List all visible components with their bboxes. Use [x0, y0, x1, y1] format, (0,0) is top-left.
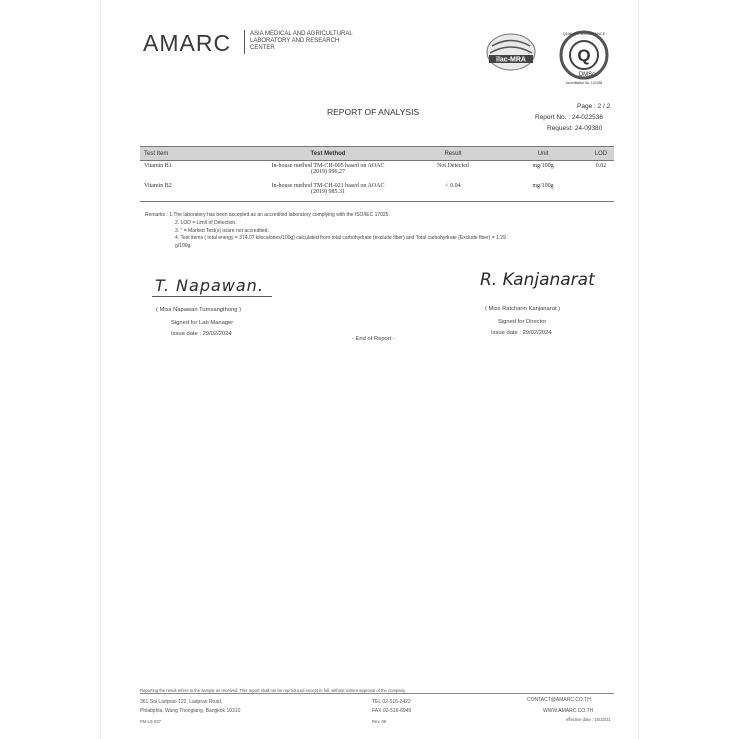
footer-divider — [140, 693, 614, 694]
request-number: Request: 24-09380 — [547, 125, 603, 132]
footer-fax: FAX 02-516-6949 — [372, 708, 412, 714]
left-signature: T. Napawan. — [155, 276, 264, 295]
left-signer-name: ( Miss Napawan Tumsangthong ) — [156, 307, 242, 313]
accreditation-number: Accreditation No. 1124/58 — [565, 81, 603, 85]
cell-lod — [588, 181, 614, 202]
remark-line-2: 2. LOD = Limit of Detection. — [175, 219, 237, 226]
ilac-mra-logo — [482, 33, 540, 73]
footer-revision: Rev. 06 — [372, 719, 387, 724]
certificate-ring-text: QUALITY ASSURANCE — [562, 31, 606, 36]
cell-result: Not Detected — [437, 163, 469, 169]
col-test-method: Test Method — [248, 147, 408, 161]
col-lod: LOD — [588, 147, 614, 161]
dmsc-certificate-logo — [553, 27, 615, 85]
method-line-2: (2019) 996.27 — [311, 169, 345, 175]
remarks-block — [145, 212, 506, 251]
table-header-row — [140, 147, 614, 161]
right-signature: R. Kanjanarat — [480, 270, 595, 290]
footer-website: WWW.AMARC.CO.TH — [543, 708, 594, 714]
footer-tel: TEL 02-516-2422 — [372, 699, 411, 705]
logo-divider — [244, 30, 245, 54]
cell-unit: mg/100g — [532, 163, 554, 169]
certificate-q: Q — [577, 46, 591, 65]
right-signer-role: Signed for Director — [498, 319, 547, 325]
footer-address-1: 361 Soi Ladprao 122, Ladprao Road, — [140, 699, 223, 705]
method-line-1: In-house method TM-CH-021 based on AOAC — [271, 183, 385, 189]
method-line-2: (2019) 985.31 — [311, 189, 345, 195]
col-result: Result — [408, 147, 498, 161]
left-issue-date: Issue date : 29/02/2024 — [171, 331, 232, 337]
cell-item: Vitamin B2 — [140, 181, 248, 202]
amarc-logo: AMARC — [143, 30, 232, 56]
left-signer-role: Signed for Lab Manager — [171, 320, 234, 326]
col-test-item: Test Item — [140, 147, 248, 161]
cell-method — [248, 181, 408, 202]
remark-line-5: g/100g. — [175, 243, 192, 250]
results-table — [140, 146, 614, 202]
certificate-dmsc: DMSc — [578, 72, 596, 78]
right-signer-name: ( Miss Ratcharin Kanjanarat ) — [485, 306, 561, 312]
right-issue-date: Issue date : 29/02/2024 — [491, 330, 552, 336]
cell-result: < 0.04 — [408, 181, 498, 202]
table-row — [140, 161, 614, 182]
col-unit: Unit — [498, 147, 588, 161]
report-number: Report No. : 24-022536 — [535, 114, 603, 121]
footer-effective-date: effective date : 15/10/21 — [566, 717, 611, 722]
cell-lod: 0.02 — [595, 163, 607, 169]
cell-method — [248, 161, 408, 182]
remark-line-4: 4. Test items ( total energy = 374.07 kilocalories/100g) calculated from total carbohydrate (exclude fiber) and Total carbohydrate (Exclude fiber) = 1.29 — [175, 235, 506, 242]
cell-unit: mg/100g — [498, 181, 588, 202]
footer-address-2: Phlabphla, Wang Thonglang, Bangkok 10310 — [140, 708, 241, 714]
method-line-1: In-house method TM-CH-005 based on AOAC — [271, 163, 385, 169]
left-signature-underline — [152, 296, 272, 297]
report-title: REPORT OF ANALYSIS — [327, 107, 420, 117]
remark-line-3: 3. " = Marked Test(s) is/are not accredited. — [175, 227, 269, 234]
logo-tagline: ASIA MEDICAL AND AGRICULTURAL LABORATORY AND RESEARCH CENTER — [250, 31, 353, 51]
page-number: Page : 2 / 2 — [577, 103, 611, 110]
remarks-label: Remarks : — [145, 212, 168, 218]
remark-text: 1.The laboratory has been accepted as an accredited laboratory complying with the ISO/IEC 17025. — [169, 212, 390, 218]
cell-item: Vitamin B1 — [144, 163, 172, 169]
footer-disclaimer: Reporting the result refers to the sample as received. This report shall not be reproduced except in full, without written approval of the company. — [140, 688, 406, 693]
end-of-report: - End of Report - — [352, 336, 395, 342]
ilac-text: ilac-MRA — [496, 56, 526, 64]
remark-line-1 — [145, 212, 506, 220]
footer-email: CONTACT@AMARC.CO.TH — [527, 697, 591, 703]
footer-form-number: FM-LS-037 — [140, 719, 161, 724]
table-row — [140, 181, 614, 202]
